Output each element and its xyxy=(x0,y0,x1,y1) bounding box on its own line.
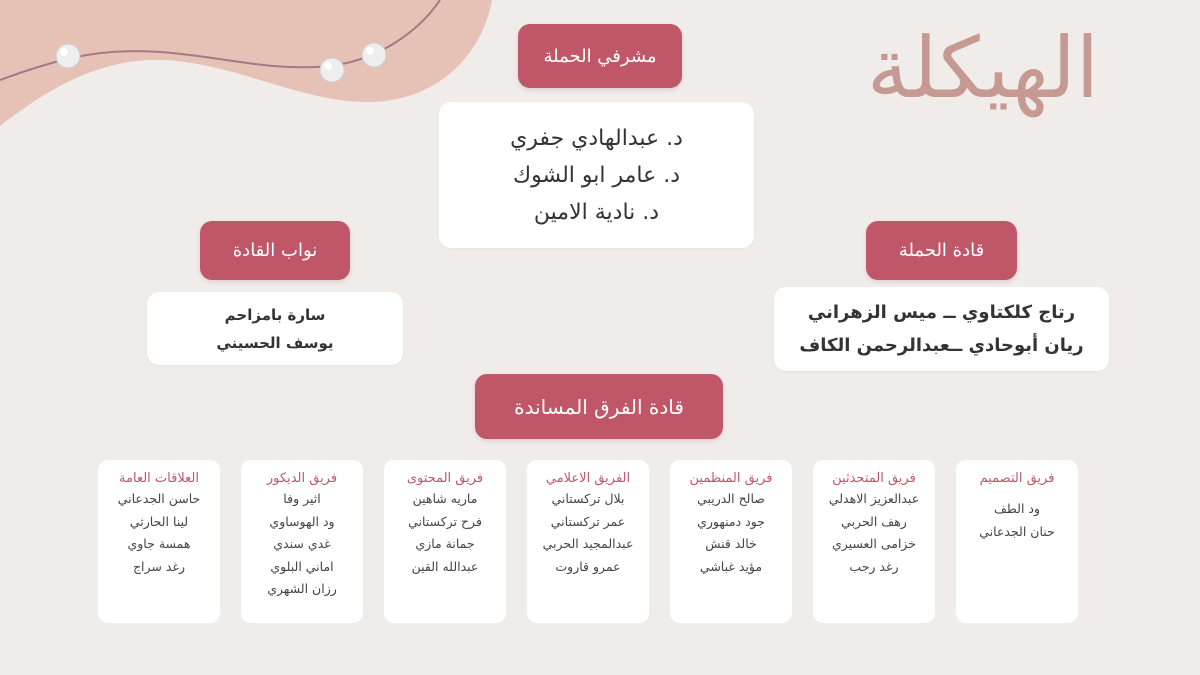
team-member: حاسن الجدعاني xyxy=(117,491,201,506)
decorative-wave xyxy=(0,0,500,130)
deputies-header: نواب القادة xyxy=(200,221,350,280)
team-member: رغد سراج xyxy=(132,558,186,574)
team-member: صالح الدريبي xyxy=(697,491,765,506)
team-member: عمر تركستاني xyxy=(550,513,626,529)
team-member: مؤيد غباشي xyxy=(699,558,763,574)
pearl-icon xyxy=(320,58,344,82)
team-member: ماريه شاهين xyxy=(412,491,478,506)
team-title: فريق المحتوى xyxy=(406,471,484,486)
team-member: غدي سندي xyxy=(273,536,331,551)
team-member: جمانة مازي xyxy=(415,536,475,551)
leader-names: رتاج كلكتاوي ــ ميس الزهراني xyxy=(807,302,1076,323)
team-title: فريق التصميم xyxy=(979,471,1055,486)
leaders-header: قادة الحملة xyxy=(866,221,1017,280)
page-title: الهيكلة xyxy=(866,19,1100,117)
team-member: فرح تركستاني xyxy=(408,513,482,529)
team-card-organizers xyxy=(670,460,792,623)
pearl-icon xyxy=(362,43,386,67)
supervisors-card xyxy=(439,102,754,248)
team-card-decor xyxy=(241,460,363,623)
team-member: خالد قنش xyxy=(705,536,757,551)
team-member: عبدالله القين xyxy=(411,558,479,574)
team-member: عبدالعزيز الاهدلي xyxy=(828,491,920,506)
pearl-icon xyxy=(56,44,80,68)
team-member: عبدالمجيد الحربي xyxy=(542,536,634,551)
team-member: اثير وفا xyxy=(283,491,321,506)
team-card-media xyxy=(527,460,649,623)
supervisor-name: د. نادية الامين xyxy=(533,199,660,225)
leaders-card xyxy=(774,287,1109,371)
supervisors-header: مشرفي الحملة xyxy=(518,24,682,88)
team-title: الفريق الاعلامي xyxy=(545,471,631,486)
team-title: فريق المتحدثين xyxy=(832,471,916,486)
team-member: رغد رجب xyxy=(849,558,899,574)
supervisor-name: د. عامر ابو الشوك xyxy=(512,162,681,188)
team-member: لينا الحارثي xyxy=(129,513,189,529)
supervisor-name: د. عبدالهادي جفري xyxy=(510,125,683,151)
team-member: بلال تركستاني xyxy=(551,491,625,506)
deputy-name: يوسف الحسيني xyxy=(216,333,334,352)
support-leaders-header: قادة الفرق المساندة xyxy=(475,374,723,439)
team-card-public-relations xyxy=(98,460,220,623)
team-member: اماني البلوي xyxy=(270,558,334,574)
deputy-name: سارة بامزاحم xyxy=(224,305,326,324)
leader-names: ريان أبوحادي ــعبدالرحمن الكاف xyxy=(799,335,1084,356)
team-member: ود الهوساوي xyxy=(269,513,335,529)
team-card-design xyxy=(956,460,1078,623)
team-title: العلاقات العامة xyxy=(119,471,199,486)
team-member: رزان الشهري xyxy=(267,581,337,596)
team-member: جود دمنهوري xyxy=(697,513,765,529)
team-member: عمرو قاروت xyxy=(555,558,621,574)
team-card-content xyxy=(384,460,506,623)
team-member: حنان الجدعاني xyxy=(979,523,1055,539)
team-title: فريق الديكور xyxy=(266,471,338,486)
team-member: رهف الحربي xyxy=(841,513,907,529)
team-card-speakers xyxy=(813,460,935,623)
deputies-card xyxy=(147,292,403,365)
team-member: ود الطف xyxy=(993,501,1041,516)
team-title: فريق المنظمين xyxy=(689,471,773,486)
team-member: خزامى العسيري xyxy=(831,536,917,551)
team-member: همسة جاوي xyxy=(127,536,191,551)
